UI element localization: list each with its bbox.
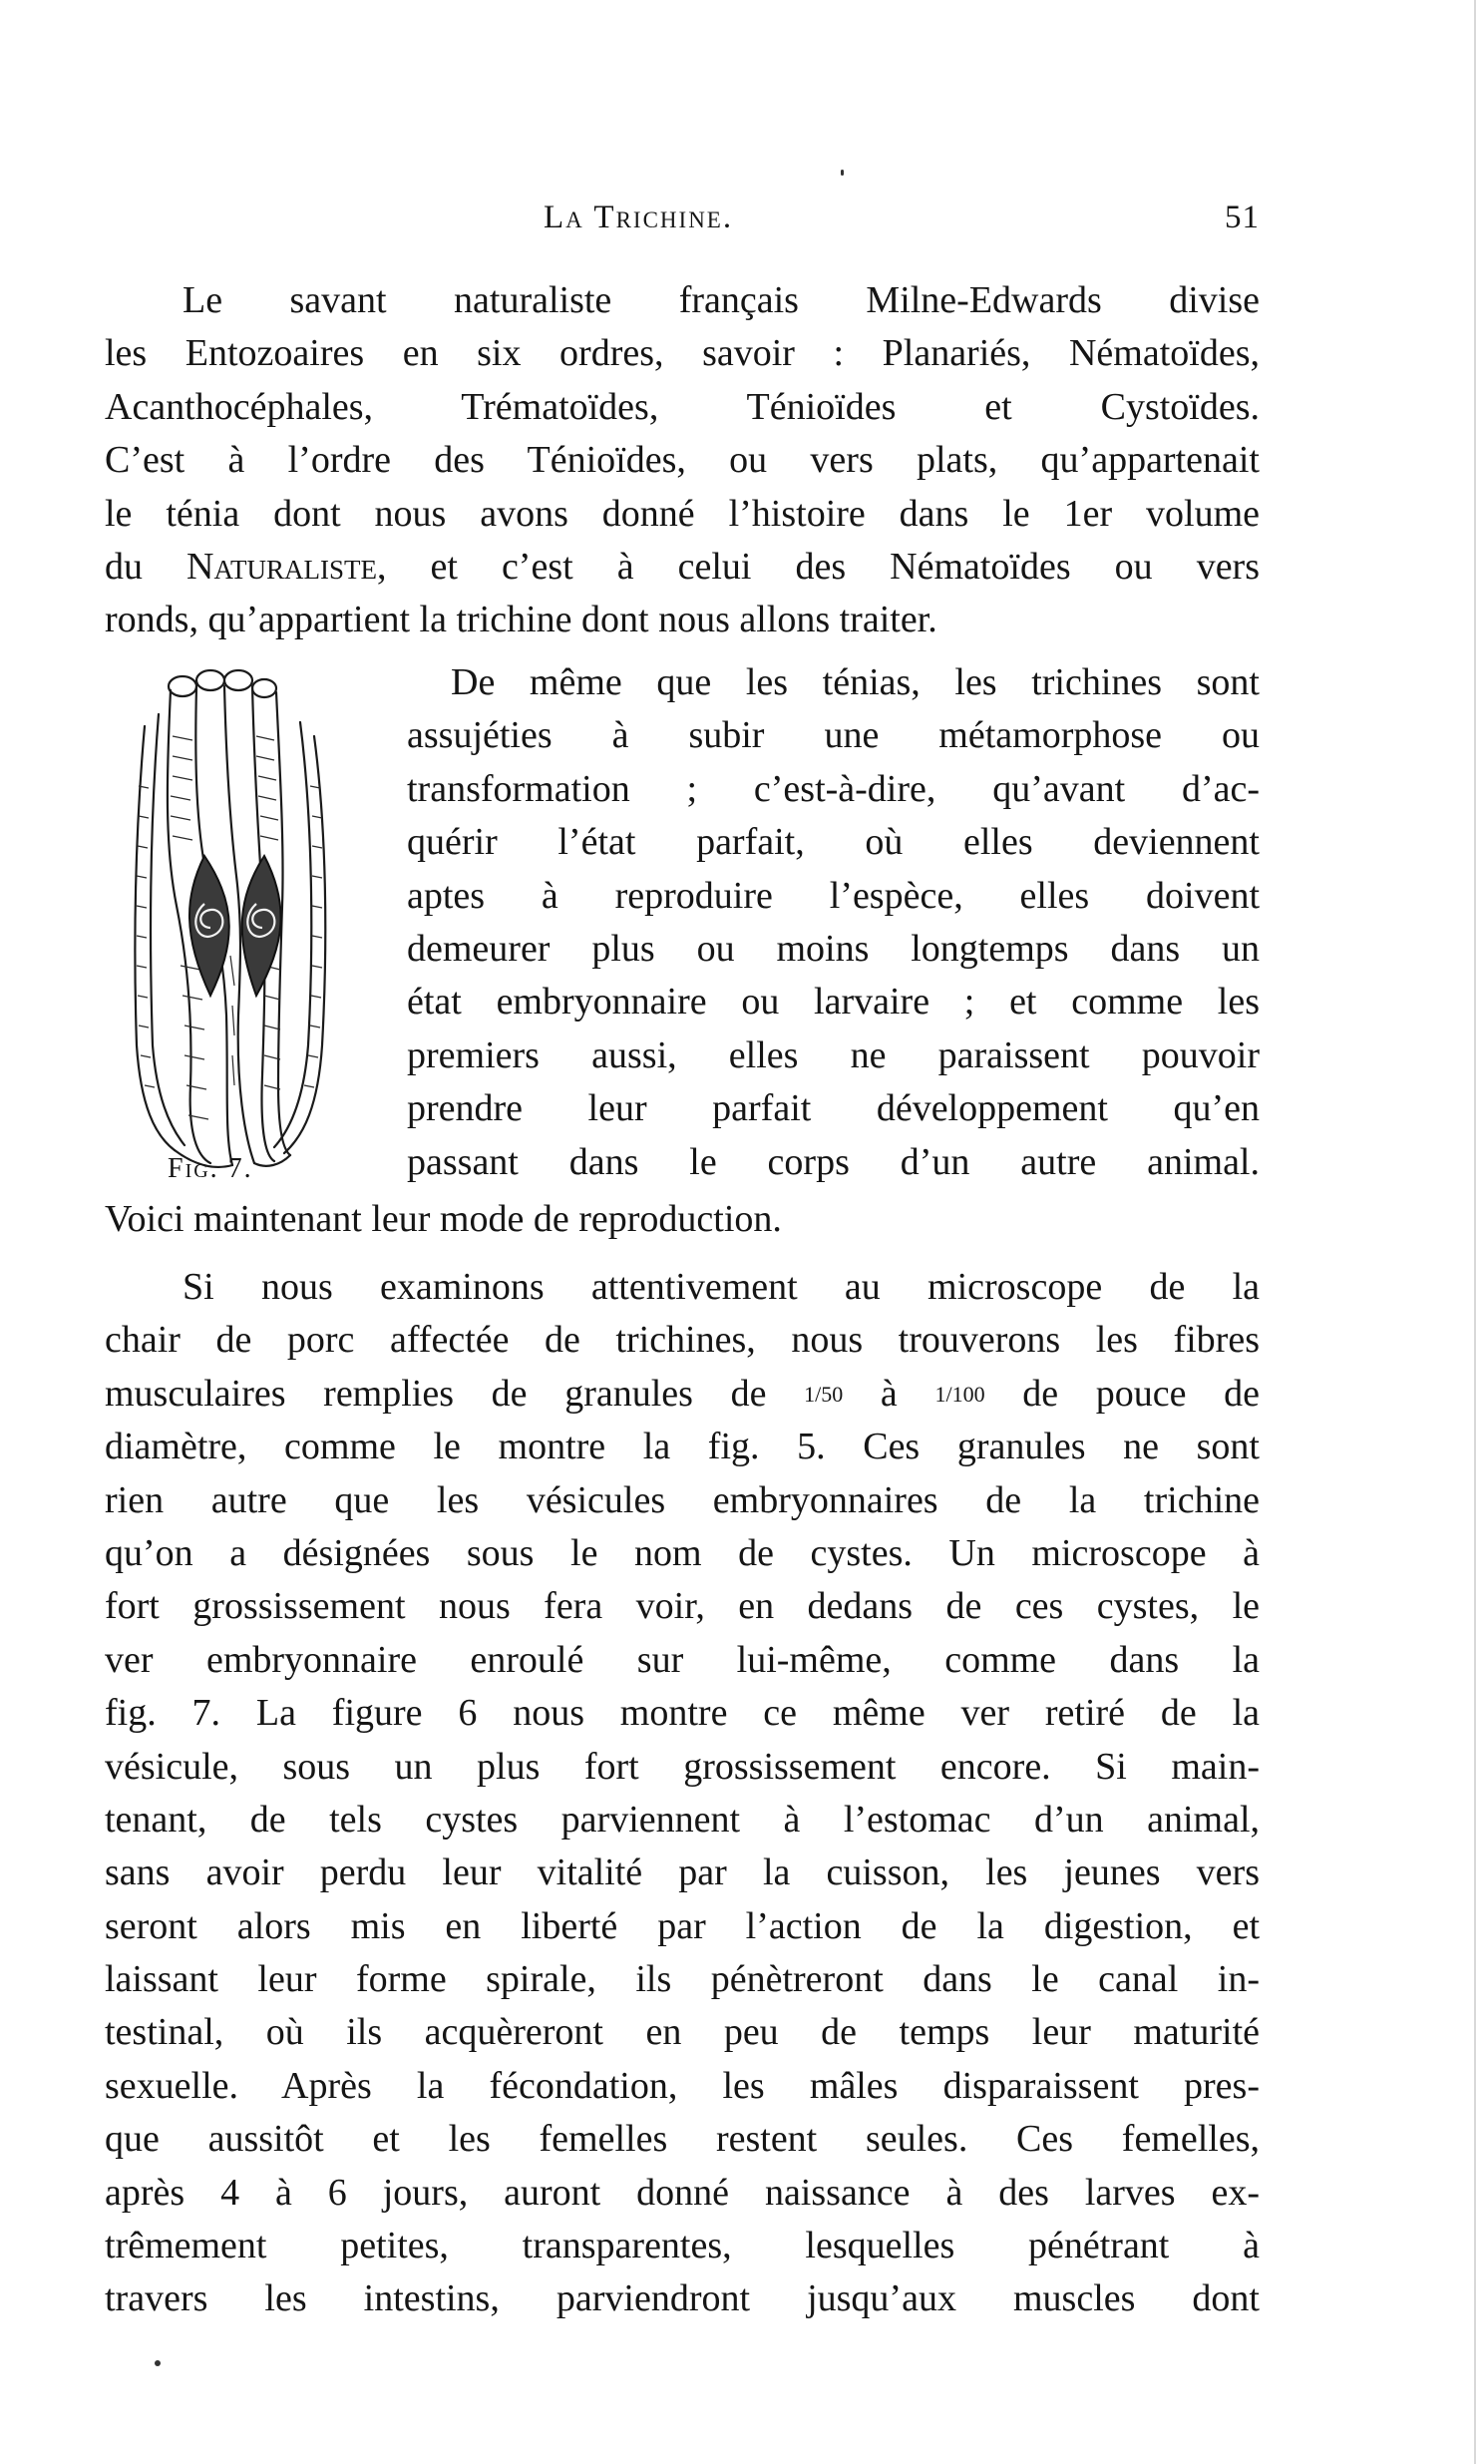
text-fragment: du [105,545,143,588]
text-line: état embryonnaire ou larvaire ; et comme les [407,981,1260,1024]
paragraph-2 [407,656,1260,1189]
text-line: ronds, qu’appartient la trichine dont nous allons traiter. [105,599,937,641]
running-head [105,200,1260,249]
paragraph-2-end [105,1193,1260,1246]
text-line [105,541,1260,594]
text-line: C’est à l’ordre des Ténioïdes, ou vers plats, qu’appartenait [105,439,1260,482]
text-line: les Entozoaires en six ordres, savoir : Planariés, Nématoïdes, [105,332,1260,375]
print-speck [841,170,844,176]
text-fragment: musculaires remplies de granules de [105,1372,767,1415]
fraction: 1/50 [804,1381,844,1407]
text-line: Voici maintenant leur mode de reproduction. [105,1198,782,1240]
text-line: Acanthocéphales, Trématoïdes, Ténioïdes et Cystoïdes. [105,385,1260,428]
text-line: sexuelle. Après la fécondation, les mâles disparaissent pres- [105,2064,1260,2107]
print-speck [155,2360,161,2366]
text-line: transformation ; c’est-à-dire, qu’avant d’ac- [407,767,1260,810]
text-line: assujéties à subir une métamorphose ou [407,714,1260,757]
text-line: que aussitôt et les femelles restent seules. Ces femelles, [105,2118,1260,2161]
text-line [105,1368,1260,1421]
fraction: 1/100 [934,1381,985,1407]
text-line: chair de porc affectée de trichines, nous trouverons les fibres [105,1319,1260,1362]
text-fragment: de pouce de [1022,1372,1261,1415]
text-line: seront alors mis en liberté par l’action de la digestion, et [105,1904,1260,1947]
text-line: vésicule, sous un plus fort grossissement encore. Si main- [105,1745,1260,1788]
text-line: après 4 à 6 jours, auront donné naissance à des larves ex- [105,2171,1260,2214]
text-line: aptes à reproduire l’espèce, elles doivent [407,874,1260,917]
text-line: premiers aussi, elles ne paraissent pouvoir [407,1033,1260,1076]
paragraph-1 [105,274,1260,647]
text-line: Si nous examinons attentivement au microscope de la [183,1266,1260,1308]
figure-7-illustration [115,666,349,1170]
text-line: prendre leur parfait développement qu’en [407,1087,1260,1130]
text-line: fig. 7. La figure 6 nous montre ce même ver retiré de la [105,1692,1260,1735]
text-line: Le savant naturaliste français Milne-Edwards divise [183,279,1260,321]
text-fragment: , et c’est à celui des Nématoïdes ou vers [376,545,1260,588]
running-head-title: La Trichine. [544,200,734,235]
text-fragment: à [880,1372,898,1415]
text-line: le ténia dont nous avons donné l’histoire dans le 1er volume [105,492,1260,535]
paragraph-3 [105,1261,1260,2326]
text-line: demeurer plus ou moins longtemps dans un [407,927,1260,970]
text-line: testinal, où ils acquèreront en peu de temps leur maturité [105,2011,1260,2054]
text-line: qu’on a désignées sous le nom de cystes. Un microscope à [105,1531,1260,1574]
text-line: laissant leur forme spirale, ils pénètreront dans le canal in- [105,1958,1260,2001]
journal-name: Naturaliste [186,545,377,588]
text-line: ver embryonnaire enroulé sur lui-même, comme dans la [105,1638,1260,1681]
page-edge-line [1474,0,1476,2464]
text-line: tenant, de tels cystes parviennent à l’estomac d’un animal, [105,1798,1260,1841]
text-line: passant dans le corps d’un autre animal. [407,1140,1260,1183]
text-line: quérir l’état parfait, où elles deviennent [407,821,1260,864]
text-line: De même que les ténias, les trichines sont [451,661,1260,703]
text-line: rien autre que les vésicules embryonnaires de la trichine [105,1478,1260,1521]
text-line: sans avoir perdu leur vitalité par la cuisson, les jeunes vers [105,1851,1260,1894]
text-line: fort grossissement nous fera voir, en dedans de ces cystes, le [105,1585,1260,1628]
text-line: trêmement petites, transparentes, lesquelles pénétrant à [105,2225,1260,2267]
text-line: diamètre, comme le montre la fig. 5. Ces granules ne sont [105,1426,1260,1468]
text-line: travers les intestins, parviendront jusqu’aux muscles dont [105,2277,1260,2320]
figure-caption: Fig. 7. [168,1153,253,1184]
page-number: 51 [1225,200,1260,235]
